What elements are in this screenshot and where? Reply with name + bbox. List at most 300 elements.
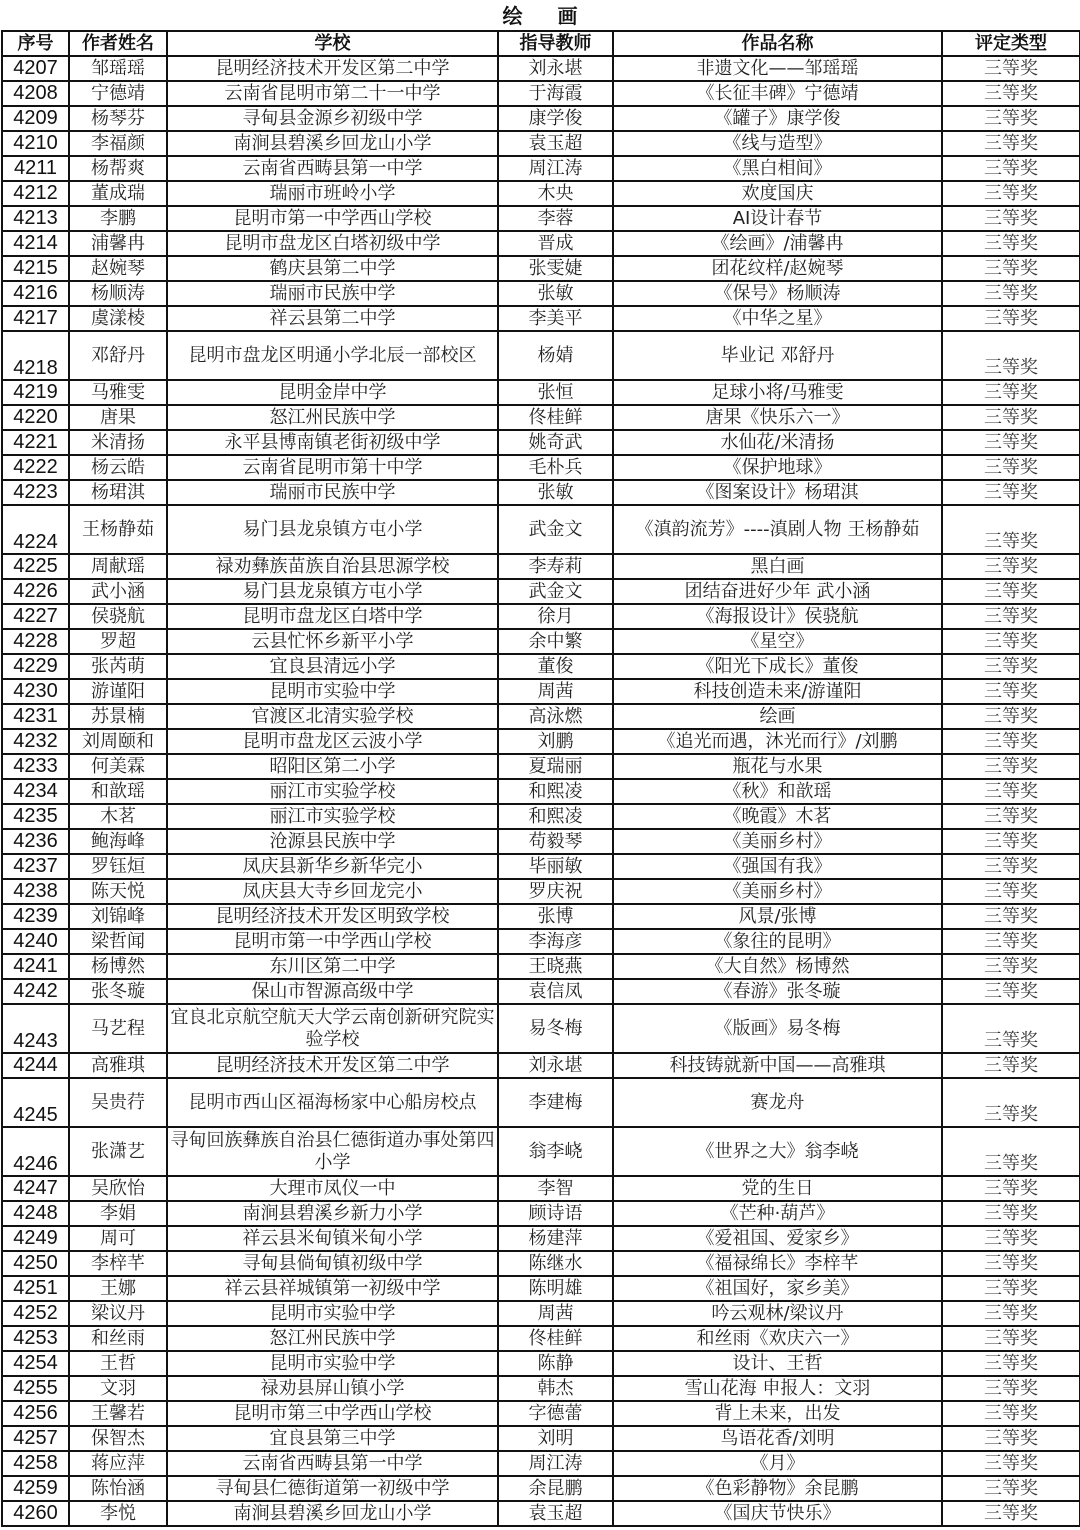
row-number: 4207	[2, 56, 69, 81]
school-name: 云南省昆明市第十中学	[167, 455, 498, 480]
award-type: 三等奖	[942, 679, 1080, 704]
author-name: 陈天悦	[69, 879, 167, 904]
row-number: 4251	[2, 1276, 69, 1301]
work-title: 《春游》张冬璇	[613, 979, 942, 1004]
work-title: 团花纹样/赵婉琴	[613, 256, 942, 281]
teacher-name: 佟桂鲜	[498, 1326, 613, 1351]
teacher-name: 毕丽敏	[498, 854, 613, 879]
school-name: 宜良北京航空航天大学云南创新研究院实验学校	[167, 1004, 498, 1053]
award-type: 三等奖	[942, 1078, 1080, 1127]
table-row	[2, 1451, 1080, 1476]
table-row	[2, 1376, 1080, 1401]
table-row	[2, 679, 1080, 704]
award-type: 三等奖	[942, 1053, 1080, 1078]
author-name: 宁德靖	[69, 81, 167, 106]
author-name: 李悦	[69, 1501, 167, 1526]
work-title: 鸟语花香/刘明	[613, 1426, 942, 1451]
column-header-number: 序号	[2, 31, 69, 56]
teacher-name: 杨建萍	[498, 1226, 613, 1251]
author-name: 侯骁航	[69, 604, 167, 629]
work-title: 唐果《快乐六一》	[613, 405, 942, 430]
teacher-name: 韩杰	[498, 1376, 613, 1401]
teacher-name: 李海彦	[498, 929, 613, 954]
award-type: 三等奖	[942, 1401, 1080, 1426]
award-type: 三等奖	[942, 1176, 1080, 1201]
teacher-name: 字德蕾	[498, 1401, 613, 1426]
row-number: 4224	[2, 505, 69, 554]
school-name: 官渡区北清实验学校	[167, 704, 498, 729]
column-header-teacher: 指导教师	[498, 31, 613, 56]
work-title: 《芒种·葫芦》	[613, 1201, 942, 1226]
school-name: 云县忙怀乡新平小学	[167, 629, 498, 654]
column-header-author: 作者姓名	[69, 31, 167, 56]
table-row	[2, 1276, 1080, 1301]
work-title: 团结奋进好少年 武小涵	[613, 579, 942, 604]
award-type: 三等奖	[942, 256, 1080, 281]
award-type: 三等奖	[942, 1301, 1080, 1326]
author-name: 唐果	[69, 405, 167, 430]
school-name: 易门县龙泉镇方屯小学	[167, 505, 498, 554]
award-type: 三等奖	[942, 554, 1080, 579]
award-type: 三等奖	[942, 904, 1080, 929]
teacher-name: 高泳燃	[498, 704, 613, 729]
author-name: 赵婉琴	[69, 256, 167, 281]
school-name: 寻甸县倘甸镇初级中学	[167, 1251, 498, 1276]
column-header-school: 学校	[167, 31, 498, 56]
work-title: 《晚霞》木茗	[613, 804, 942, 829]
teacher-name: 顾诗语	[498, 1201, 613, 1226]
table-row	[2, 954, 1080, 979]
table-row	[2, 979, 1080, 1004]
row-number: 4246	[2, 1127, 69, 1176]
teacher-name: 袁信凤	[498, 979, 613, 1004]
teacher-name: 周茜	[498, 679, 613, 704]
table-row	[2, 405, 1080, 430]
author-name: 王娜	[69, 1276, 167, 1301]
teacher-name: 姚奇武	[498, 430, 613, 455]
work-title: 黑白画	[613, 554, 942, 579]
work-title: 《保号》杨顺涛	[613, 281, 942, 306]
table-row	[2, 231, 1080, 256]
teacher-name: 武金文	[498, 505, 613, 554]
teacher-name: 周江涛	[498, 156, 613, 181]
author-name: 高雅琪	[69, 1053, 167, 1078]
award-type: 三等奖	[942, 380, 1080, 405]
row-number: 4242	[2, 979, 69, 1004]
school-name: 昭阳区第二小学	[167, 754, 498, 779]
table-row	[2, 1127, 1080, 1176]
school-name: 昆明市盘龙区白塔中学	[167, 604, 498, 629]
author-name: 杨帮爽	[69, 156, 167, 181]
school-name: 昆明经济技术开发区第二中学	[167, 1053, 498, 1078]
author-name: 陈怡涵	[69, 1476, 167, 1501]
award-type: 三等奖	[942, 480, 1080, 505]
school-name: 怒江州民族中学	[167, 1326, 498, 1351]
table-row	[2, 654, 1080, 679]
row-number: 4244	[2, 1053, 69, 1078]
teacher-name: 和熙凌	[498, 779, 613, 804]
author-name: 苏景楠	[69, 704, 167, 729]
table-row	[2, 629, 1080, 654]
school-name: 昆明市实验中学	[167, 679, 498, 704]
table-header-row	[2, 31, 1080, 56]
table-row	[2, 256, 1080, 281]
teacher-name: 徐月	[498, 604, 613, 629]
award-type: 三等奖	[942, 879, 1080, 904]
teacher-name: 袁玉超	[498, 131, 613, 156]
award-type: 三等奖	[942, 954, 1080, 979]
author-name: 保智杰	[69, 1426, 167, 1451]
school-name: 云南省昆明市第二十一中学	[167, 81, 498, 106]
table-row	[2, 829, 1080, 854]
table-row	[2, 1326, 1080, 1351]
award-type: 三等奖	[942, 306, 1080, 331]
row-number: 4249	[2, 1226, 69, 1251]
author-name: 罗超	[69, 629, 167, 654]
work-title: 《长征丰碑》宁德靖	[613, 81, 942, 106]
award-type: 三等奖	[942, 1251, 1080, 1276]
row-number: 4254	[2, 1351, 69, 1376]
award-type: 三等奖	[942, 579, 1080, 604]
work-title: 《世界之大》翁李峣	[613, 1127, 942, 1176]
work-title: 《月》	[613, 1451, 942, 1476]
row-number: 4233	[2, 754, 69, 779]
award-type: 三等奖	[942, 131, 1080, 156]
row-number: 4225	[2, 554, 69, 579]
teacher-name: 张敏	[498, 480, 613, 505]
row-number: 4253	[2, 1326, 69, 1351]
school-name: 昆明市盘龙区云波小学	[167, 729, 498, 754]
award-type: 三等奖	[942, 1004, 1080, 1053]
award-type: 三等奖	[942, 654, 1080, 679]
teacher-name: 晋成	[498, 231, 613, 256]
school-name: 昆明市实验中学	[167, 1301, 498, 1326]
table-row	[2, 779, 1080, 804]
award-type: 三等奖	[942, 704, 1080, 729]
award-type: 三等奖	[942, 505, 1080, 554]
award-type: 三等奖	[942, 1276, 1080, 1301]
table-row	[2, 929, 1080, 954]
award-type: 三等奖	[942, 1326, 1080, 1351]
work-title: 《绘画》/浦馨冉	[613, 231, 942, 256]
author-name: 武小涵	[69, 579, 167, 604]
author-name: 文羽	[69, 1376, 167, 1401]
teacher-name: 余昆鹏	[498, 1476, 613, 1501]
teacher-name: 张敏	[498, 281, 613, 306]
work-title: 风景/张博	[613, 904, 942, 929]
table-row	[2, 1476, 1080, 1501]
award-type: 三等奖	[942, 1226, 1080, 1251]
school-name: 昆明市第三中学西山学校	[167, 1401, 498, 1426]
author-name: 杨博然	[69, 954, 167, 979]
author-name: 王馨若	[69, 1401, 167, 1426]
school-name: 永平县博南镇老街初级中学	[167, 430, 498, 455]
work-title: 党的生日	[613, 1176, 942, 1201]
award-type: 三等奖	[942, 231, 1080, 256]
school-name: 云南省西畴县第一中学	[167, 1451, 498, 1476]
table-row	[2, 754, 1080, 779]
award-type: 三等奖	[942, 1376, 1080, 1401]
author-name: 浦馨冉	[69, 231, 167, 256]
author-name: 虞漾棱	[69, 306, 167, 331]
work-title: 和丝雨《欢庆六一》	[613, 1326, 942, 1351]
table-row	[2, 854, 1080, 879]
row-number: 4229	[2, 654, 69, 679]
award-type: 三等奖	[942, 281, 1080, 306]
award-type: 三等奖	[942, 206, 1080, 231]
author-name: 蒋应萍	[69, 1451, 167, 1476]
work-title: 《星空》	[613, 629, 942, 654]
teacher-name: 陈明雄	[498, 1276, 613, 1301]
school-name: 禄劝县屏山镇小学	[167, 1376, 498, 1401]
author-name: 周献瑶	[69, 554, 167, 579]
table-row	[2, 480, 1080, 505]
author-name: 张冬璇	[69, 979, 167, 1004]
work-title: 《象往的昆明》	[613, 929, 942, 954]
work-title: 《强国有我》	[613, 854, 942, 879]
row-number: 4234	[2, 779, 69, 804]
row-number: 4255	[2, 1376, 69, 1401]
teacher-name: 李美平	[498, 306, 613, 331]
award-type: 三等奖	[942, 1201, 1080, 1226]
row-number: 4211	[2, 156, 69, 181]
author-name: 游谨阳	[69, 679, 167, 704]
author-name: 杨云皓	[69, 455, 167, 480]
work-title: 足球小将/马雅雯	[613, 380, 942, 405]
row-number: 4220	[2, 405, 69, 430]
school-name: 祥云县祥城镇第一初级中学	[167, 1276, 498, 1301]
teacher-name: 刘鹏	[498, 729, 613, 754]
row-number: 4232	[2, 729, 69, 754]
award-type: 三等奖	[942, 754, 1080, 779]
work-title: 《美丽乡村》	[613, 879, 942, 904]
row-number: 4222	[2, 455, 69, 480]
teacher-name: 于海霞	[498, 81, 613, 106]
teacher-name: 刘明	[498, 1426, 613, 1451]
author-name: 邹瑶瑶	[69, 56, 167, 81]
table-row	[2, 1053, 1080, 1078]
school-name: 大理市凤仪一中	[167, 1176, 498, 1201]
work-title: 科技铸就新中国——高雅琪	[613, 1053, 942, 1078]
school-name: 昆明市第一中学西山学校	[167, 929, 498, 954]
table-row	[2, 281, 1080, 306]
row-number: 4256	[2, 1401, 69, 1426]
teacher-name: 易冬梅	[498, 1004, 613, 1053]
work-title: 绘画	[613, 704, 942, 729]
work-title: 赛龙舟	[613, 1078, 942, 1127]
school-name: 宜良县第三中学	[167, 1426, 498, 1451]
author-name: 张芮萌	[69, 654, 167, 679]
author-name: 米清扬	[69, 430, 167, 455]
school-name: 昆明市实验中学	[167, 1351, 498, 1376]
teacher-name: 李智	[498, 1176, 613, 1201]
award-type: 三等奖	[942, 405, 1080, 430]
table-row	[2, 1351, 1080, 1376]
work-title: 《大自然》杨博然	[613, 954, 942, 979]
work-title: 《罐子》康学俊	[613, 106, 942, 131]
work-title: 毕业记 邓舒丹	[613, 331, 942, 380]
row-number: 4223	[2, 480, 69, 505]
author-name: 刘锦峰	[69, 904, 167, 929]
work-title: 欢度国庆	[613, 181, 942, 206]
author-name: 梁哲闻	[69, 929, 167, 954]
row-number: 4258	[2, 1451, 69, 1476]
author-name: 吴欣怡	[69, 1176, 167, 1201]
work-title: 《中华之星》	[613, 306, 942, 331]
author-name: 李娟	[69, 1201, 167, 1226]
school-name: 凤庆县新华乡新华完小	[167, 854, 498, 879]
column-header-award: 评定类型	[942, 31, 1080, 56]
author-name: 和丝雨	[69, 1326, 167, 1351]
school-name: 沧源县民族中学	[167, 829, 498, 854]
table-row	[2, 181, 1080, 206]
author-name: 王哲	[69, 1351, 167, 1376]
award-type: 三等奖	[942, 430, 1080, 455]
row-number: 4218	[2, 331, 69, 380]
award-type: 三等奖	[942, 804, 1080, 829]
table-row	[2, 156, 1080, 181]
award-type: 三等奖	[942, 1501, 1080, 1526]
award-type: 三等奖	[942, 455, 1080, 480]
author-name: 罗钰烜	[69, 854, 167, 879]
row-number: 4208	[2, 81, 69, 106]
school-name: 南涧县碧溪乡回龙山小学	[167, 131, 498, 156]
teacher-name: 李建梅	[498, 1078, 613, 1127]
author-name: 吴贵荇	[69, 1078, 167, 1127]
teacher-name: 董俊	[498, 654, 613, 679]
row-number: 4247	[2, 1176, 69, 1201]
school-name: 寻甸县仁德街道第一初级中学	[167, 1476, 498, 1501]
row-number: 4217	[2, 306, 69, 331]
work-title: 《图案设计》杨珺淇	[613, 480, 942, 505]
award-type: 三等奖	[942, 604, 1080, 629]
author-name: 何美霖	[69, 754, 167, 779]
page-title: 绘 画	[502, 4, 592, 28]
row-number: 4237	[2, 854, 69, 879]
award-type: 三等奖	[942, 929, 1080, 954]
work-title: 非遗文化——邹瑶瑶	[613, 56, 942, 81]
table-row	[2, 1501, 1080, 1526]
school-name: 南涧县碧溪乡新力小学	[167, 1201, 498, 1226]
award-type: 三等奖	[942, 979, 1080, 1004]
school-name: 祥云县第二中学	[167, 306, 498, 331]
school-name: 宜良县清远小学	[167, 654, 498, 679]
school-name: 南涧县碧溪乡回龙山小学	[167, 1501, 498, 1526]
row-number: 4214	[2, 231, 69, 256]
author-name: 李鹏	[69, 206, 167, 231]
author-name: 木茗	[69, 804, 167, 829]
row-number: 4227	[2, 604, 69, 629]
school-name: 瑞丽市班岭小学	[167, 181, 498, 206]
work-title: 《保护地球》	[613, 455, 942, 480]
table-row	[2, 1251, 1080, 1276]
teacher-name: 张恒	[498, 380, 613, 405]
work-title: 《追光而遇，沐光而行》/刘鹏	[613, 729, 942, 754]
teacher-name: 李蓉	[498, 206, 613, 231]
school-name: 昆明市盘龙区明通小学北辰一部校区	[167, 331, 498, 380]
table-row	[2, 1226, 1080, 1251]
school-name: 祥云县米甸镇米甸小学	[167, 1226, 498, 1251]
author-name: 张潇艺	[69, 1127, 167, 1176]
author-name: 马雅雯	[69, 380, 167, 405]
table-row	[2, 554, 1080, 579]
work-title: 《祖国好，家乡美》	[613, 1276, 942, 1301]
work-title: 背上未来，出发	[613, 1401, 942, 1426]
school-name: 易门县龙泉镇方屯小学	[167, 579, 498, 604]
work-title: 《版画》易冬梅	[613, 1004, 942, 1053]
award-type: 三等奖	[942, 1127, 1080, 1176]
author-name: 王杨静茹	[69, 505, 167, 554]
row-number: 4243	[2, 1004, 69, 1053]
work-title: 《海报设计》侯骁航	[613, 604, 942, 629]
teacher-name: 陈继水	[498, 1251, 613, 1276]
column-header-work: 作品名称	[613, 31, 942, 56]
row-number: 4239	[2, 904, 69, 929]
table-row	[2, 704, 1080, 729]
teacher-name: 罗庆祝	[498, 879, 613, 904]
school-name: 云南省西畴县第一中学	[167, 156, 498, 181]
table-row	[2, 1201, 1080, 1226]
school-name: 丽江市实验学校	[167, 804, 498, 829]
row-number: 4245	[2, 1078, 69, 1127]
school-name: 凤庆县大寺乡回龙完小	[167, 879, 498, 904]
award-type: 三等奖	[942, 854, 1080, 879]
author-name: 马艺程	[69, 1004, 167, 1053]
teacher-name: 余中繁	[498, 629, 613, 654]
row-number: 4240	[2, 929, 69, 954]
work-title: 《黑白相间》	[613, 156, 942, 181]
award-type: 三等奖	[942, 1351, 1080, 1376]
table-row	[2, 505, 1080, 554]
school-name: 寻甸县金源乡初级中学	[167, 106, 498, 131]
row-number: 4250	[2, 1251, 69, 1276]
author-name: 杨琴芬	[69, 106, 167, 131]
author-name: 李梓芊	[69, 1251, 167, 1276]
table-row	[2, 106, 1080, 131]
table-row	[2, 1401, 1080, 1426]
award-type: 三等奖	[942, 829, 1080, 854]
school-name: 鹤庆县第二中学	[167, 256, 498, 281]
school-name: 瑞丽市民族中学	[167, 281, 498, 306]
table-row	[2, 455, 1080, 480]
row-number: 4209	[2, 106, 69, 131]
table-row	[2, 879, 1080, 904]
author-name: 邓舒丹	[69, 331, 167, 380]
teacher-name: 杨婧	[498, 331, 613, 380]
row-number: 4212	[2, 181, 69, 206]
teacher-name: 李寿莉	[498, 554, 613, 579]
work-title: 《福禄绵长》李梓芊	[613, 1251, 942, 1276]
award-type: 三等奖	[942, 1476, 1080, 1501]
teacher-name: 翁李峣	[498, 1127, 613, 1176]
author-name: 鲍海峰	[69, 829, 167, 854]
work-title: 《线与造型》	[613, 131, 942, 156]
award-type: 三等奖	[942, 1451, 1080, 1476]
work-title: 科技创造未来/游谨阳	[613, 679, 942, 704]
table-row	[2, 1176, 1080, 1201]
school-name: 寻甸回族彝族自治县仁德街道办事处第四小学	[167, 1127, 498, 1176]
teacher-name: 康学俊	[498, 106, 613, 131]
table-row	[2, 380, 1080, 405]
teacher-name: 张雯婕	[498, 256, 613, 281]
row-number: 4228	[2, 629, 69, 654]
work-title: 设计、王哲	[613, 1351, 942, 1376]
row-number: 4248	[2, 1201, 69, 1226]
row-number: 4215	[2, 256, 69, 281]
teacher-name: 张博	[498, 904, 613, 929]
school-name: 瑞丽市民族中学	[167, 480, 498, 505]
teacher-name: 刘永堪	[498, 1053, 613, 1078]
